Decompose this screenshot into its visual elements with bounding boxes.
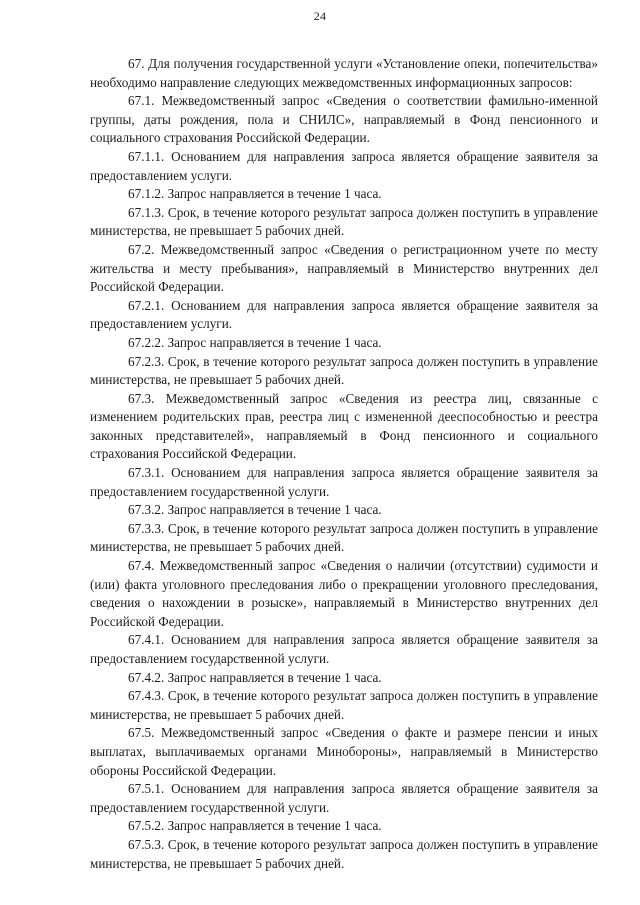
paragraph-67-3-1: 67.3.1. Основанием для направления запроса является обращение заявителя за предоставлением государственной услуги.: [90, 465, 598, 499]
paragraph-67: 67. Для получения государственной услуги «Установление опеки, попечительства» необходимо направление следующих межведомственных информационных запросов:: [90, 56, 598, 90]
paragraph-67-5-1: 67.5.1. Основанием для направления запроса является обращение заявителя за предоставлением государственной услуги.: [90, 781, 598, 815]
paragraph-67-2: 67.2. Межведомственный запрос «Сведения о регистрационном учете по месту жительства и месту пребывания», направляемый в Министерство внутренних дел Российской Федерации.: [90, 241, 598, 295]
page-number: 24: [313, 9, 327, 23]
paragraph-67-4: 67.4. Межведомственный запрос «Сведения о наличии (отсутствии) судимости и (или) факта уголовного преследования либо о прекращении уголовного преследования, сведения о нахождении в розыске», направляемый в Министерство внутренних дел Российской Федерации.: [90, 558, 598, 629]
paragraph-67-5: 67.5. Межведомственный запрос «Сведения о факте и размере пенсии и иных выплатах, выплачиваемых органами Минобороны», направляемый в Министерство обороны Российской Федерации.: [90, 725, 598, 778]
paragraph-67-3-2: 67.3.2. Запрос направляется в течение 1 часа.: [128, 502, 382, 518]
paragraph-67-1-2: 67.1.2. Запрос направляется в течение 1 часа.: [128, 186, 382, 202]
paragraph-67-3-3: 67.3.3. Срок, в течение которого результат запроса должен поступить в управление министерства, не превышает 5 рабочих дней.: [90, 520, 598, 555]
paragraph-67-1-3: 67.1.3. Срок, в течение которого результат запроса должен поступить в управление министерства, не превышает 5 рабочих дней.: [90, 204, 598, 239]
paragraph-67-5-3: 67.5.3. Срок, в течение которого результат запроса должен поступить в управление министерства, не превышает 5 рабочих дней.: [90, 836, 598, 871]
paragraph-67-2-2: 67.2.2. Запрос направляется в течение 1 часа.: [128, 334, 382, 350]
paragraph-67-1-1: 67.1.1. Основанием для направления запроса является обращение заявителя за предоставлением услуги.: [90, 148, 598, 183]
paragraph-67-4-2: 67.4.2. Запрос направляется в течение 1 часа.: [128, 669, 382, 685]
paragraph-67-2-1: 67.2.1. Основанием для направления запроса является обращение заявителя за предоставлением услуги.: [90, 297, 598, 332]
paragraph-67-3: 67.3. Межведомственный запрос «Сведения из реестра лиц, связанные с изменением родительских прав, реестра лиц с измененной дееспособностью и реестра законных представителей», направляемый в Фонд пенсионного и социального страхования Российской Федерации.: [90, 390, 598, 462]
paragraph-67-1: 67.1. Межведомственный запрос «Сведения о соответствии фамильно-именной группы, даты рождения, пола и СНИЛС», направляемый в Фонд пенсионного и социального страхования Российской Федерации.: [90, 93, 598, 146]
paragraph-67-2-3: 67.2.3. Срок, в течение которого результат запроса должен поступить в управление министерства, не превышает 5 рабочих дней.: [90, 353, 598, 388]
paragraph-67-5-2: 67.5.2. Запрос направляется в течение 1 часа.: [128, 818, 382, 834]
document-body: [90, 55, 598, 873]
paragraph-67-4-3: 67.4.3. Срок, в течение которого результат запроса должен поступить в управление министерства, не превышает 5 рабочих дней.: [90, 688, 598, 722]
paragraph-67-4-1: 67.4.1. Основанием для направления запроса является обращение заявителя за предоставлением государственной услуги.: [90, 632, 598, 666]
